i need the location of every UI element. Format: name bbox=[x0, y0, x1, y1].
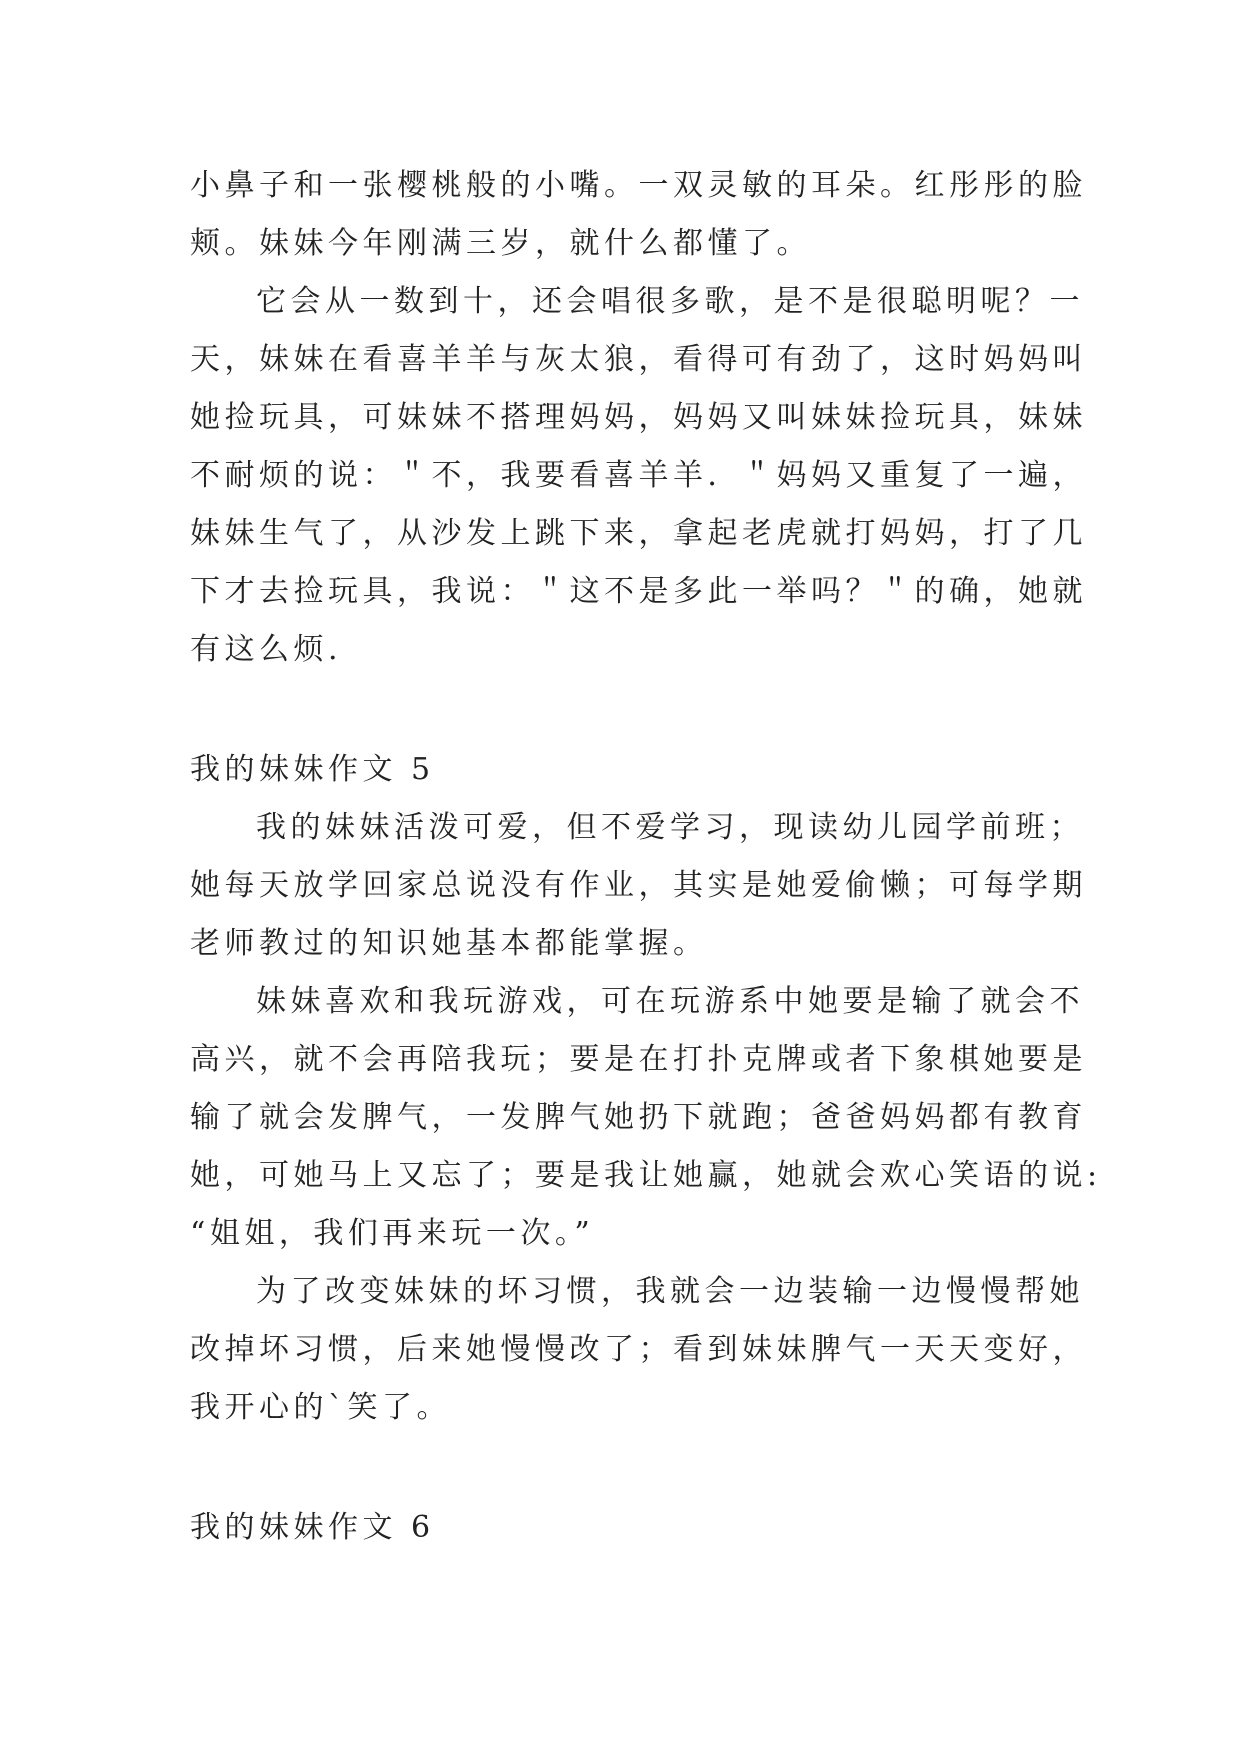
text-line: 不耐烦的说：＂不，我要看喜羊羊．＂妈妈又重复了一遍， bbox=[190, 458, 1087, 493]
text-line: 天，妹妹在看喜羊羊与灰太狼，看得可有劲了，这时妈妈叫 bbox=[190, 342, 1087, 377]
section-heading-6: 我的妹妹作文 6 bbox=[190, 1510, 435, 1545]
text-line: 高兴，就不会再陪我玩；要是在打扑克牌或者下象棋她要是 bbox=[190, 1042, 1087, 1077]
text-line: 妹妹生气了，从沙发上跳下来，拿起老虎就打妈妈，打了几 bbox=[190, 516, 1087, 551]
text-line: 她捡玩具，可妹妹不搭理妈妈，妈妈又叫妹妹捡玩具，妹妹 bbox=[190, 400, 1087, 435]
text-line: 有这么烦. bbox=[190, 632, 343, 667]
text-line: 她每天放学回家总说没有作业，其实是她爱偷懒；可每学期 bbox=[190, 868, 1087, 903]
text-line: 颊。妹妹今年刚满三岁，就什么都懂了。 bbox=[190, 226, 811, 261]
text-line: 它会从一数到十，还会唱很多歌，是不是很聪明呢？一 bbox=[256, 284, 1084, 319]
text-line: 为了改变妹妹的坏习惯，我就会一边装输一边慢慢帮她 bbox=[256, 1274, 1084, 1309]
section-heading-5: 我的妹妹作文 5 bbox=[190, 752, 435, 787]
text-line: 小鼻子和一张樱桃般的小嘴。一双灵敏的耳朵。红彤彤的脸 bbox=[190, 168, 1087, 203]
text-line: 她，可她马上又忘了；要是我让她赢，她就会欢心笑语的说: bbox=[190, 1158, 1102, 1193]
text-line: 老师教过的知识她基本都能掌握。 bbox=[190, 926, 708, 961]
text-line: 输了就会发脾气，一发脾气她扔下就跑；爸爸妈妈都有教育 bbox=[190, 1100, 1087, 1135]
text-line: 妹妹喜欢和我玩游戏，可在玩游系中她要是输了就会不 bbox=[256, 984, 1084, 1019]
text-line: 下才去捡玩具，我说：＂这不是多此一举吗？＂的确，她就 bbox=[190, 574, 1087, 609]
text-line: “姐姐，我们再来玩一次。” bbox=[190, 1216, 595, 1251]
text-line: 我开心的`笑了。 bbox=[190, 1390, 451, 1425]
text-line: 我的妹妹活泼可爱，但不爱学习，现读幼儿园学前班； bbox=[256, 810, 1084, 845]
text-line: 改掉坏习惯，后来她慢慢改了；看到妹妹脾气一天天变好， bbox=[190, 1332, 1087, 1367]
